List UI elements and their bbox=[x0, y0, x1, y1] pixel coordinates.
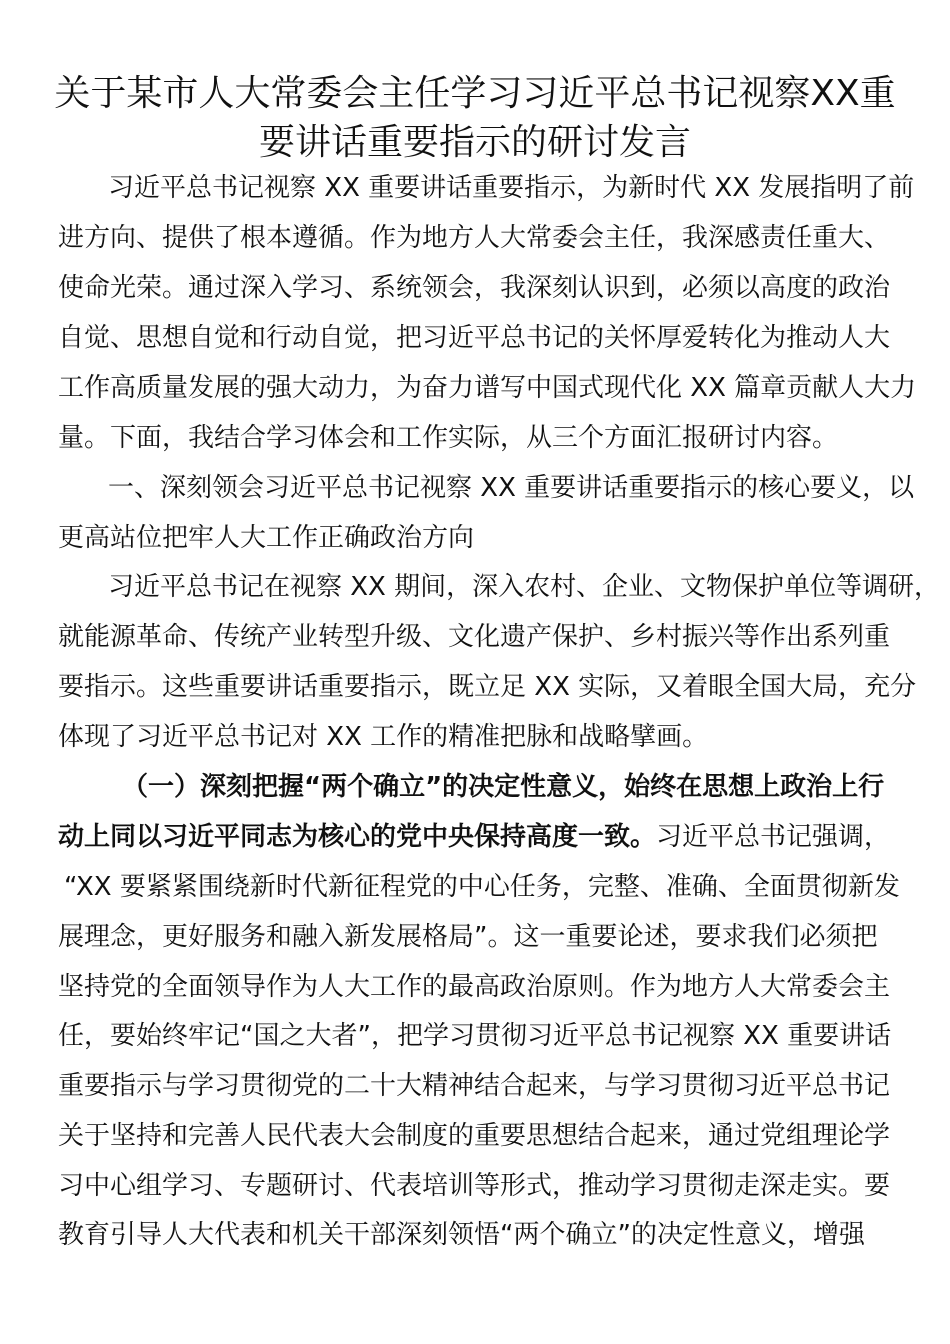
paragraph-line: 教育引导人大代表和机关干部深刻领悟“两个确立”的决定性意义，增强 bbox=[58, 1220, 865, 1250]
paragraph-start: 习近平总书记强调， bbox=[656, 822, 891, 852]
paragraph-line: 习中心组学习、专题研讨、代表培训等形式，推动学习贯彻走深走实。要 bbox=[58, 1171, 891, 1201]
paragraph-line-mixed bbox=[58, 819, 890, 855]
paragraph-line: 体现了习近平总书记对 XX 工作的精准把脉和战略擘画。 bbox=[58, 722, 709, 752]
paragraph-line: 量。下面，我结合学习体会和工作实际，从三个方面汇报研讨内容。 bbox=[58, 423, 839, 453]
document-title-line-2: 要讲话重要指示的研讨发言 bbox=[258, 122, 691, 163]
subsection-heading-line: （一）深刻把握“两个确立”的决定性意义，始终在思想上政治上行 bbox=[122, 772, 885, 802]
paragraph-line: 工作高质量发展的强大动力，为奋力谱写中国式现代化 XX 篇章贡献人大力 bbox=[58, 373, 917, 403]
paragraph-line: 展理念，更好服务和融入新发展格局”。这一重要论述，要求我们必须把 bbox=[58, 922, 878, 952]
paragraph-line: 习近平总书记在视察 XX 期间，深入农村、企业、文物保护单位等调研， bbox=[108, 572, 940, 602]
paragraph-line: 习近平总书记视察 XX 重要讲话重要指示，为新时代 XX 发展指明了前 bbox=[108, 173, 915, 203]
section-heading-line: 更高站位把牢人大工作正确政治方向 bbox=[58, 523, 475, 553]
paragraph-line: 进方向、提供了根本遵循。作为地方人大常委会主任，我深感责任重大、 bbox=[58, 223, 891, 253]
paragraph-line: 坚持党的全面领导作为人大工作的最高政治原则。作为地方人大常委会主 bbox=[58, 972, 891, 1002]
subsection-heading-end: 动上同以习近平同志为核心的党中央保持高度一致。 bbox=[58, 822, 657, 852]
paragraph-line: 就能源革命、传统产业转型升级、文化遗产保护、乡村振兴等作出系列重 bbox=[58, 622, 891, 652]
section-heading-line: 一、深刻领会习近平总书记视察 XX 重要讲话重要指示的核心要义，以 bbox=[108, 473, 915, 503]
document-title-line-1: 关于某市人大常委会主任学习习近平总书记视察XX重 bbox=[54, 73, 896, 114]
paragraph-line: 关于坚持和完善人民代表大会制度的重要思想结合起来，通过党组理论学 bbox=[58, 1121, 891, 1151]
paragraph-line: 自觉、思想自觉和行动自觉，把习近平总书记的关怀厚爱转化为推动人大 bbox=[58, 323, 891, 353]
paragraph-line: “XX 要紧紧围绕新时代新征程党的中心任务，完整、准确、全面贯彻新发 bbox=[64, 872, 900, 902]
paragraph-line: 任，要始终牢记“国之大者”，把学习贯彻习近平总书记视察 XX 重要讲话 bbox=[58, 1021, 892, 1051]
paragraph-line: 使命光荣。通过深入学习、系统领会，我深刻认识到，必须以高度的政治 bbox=[58, 273, 891, 303]
paragraph-line: 要指示。这些重要讲话重要指示，既立足 XX 实际，又着眼全国大局，充分 bbox=[58, 672, 917, 702]
paragraph-line: 重要指示与学习贯彻党的二十大精神结合起来，与学习贯彻习近平总书记 bbox=[58, 1071, 891, 1101]
